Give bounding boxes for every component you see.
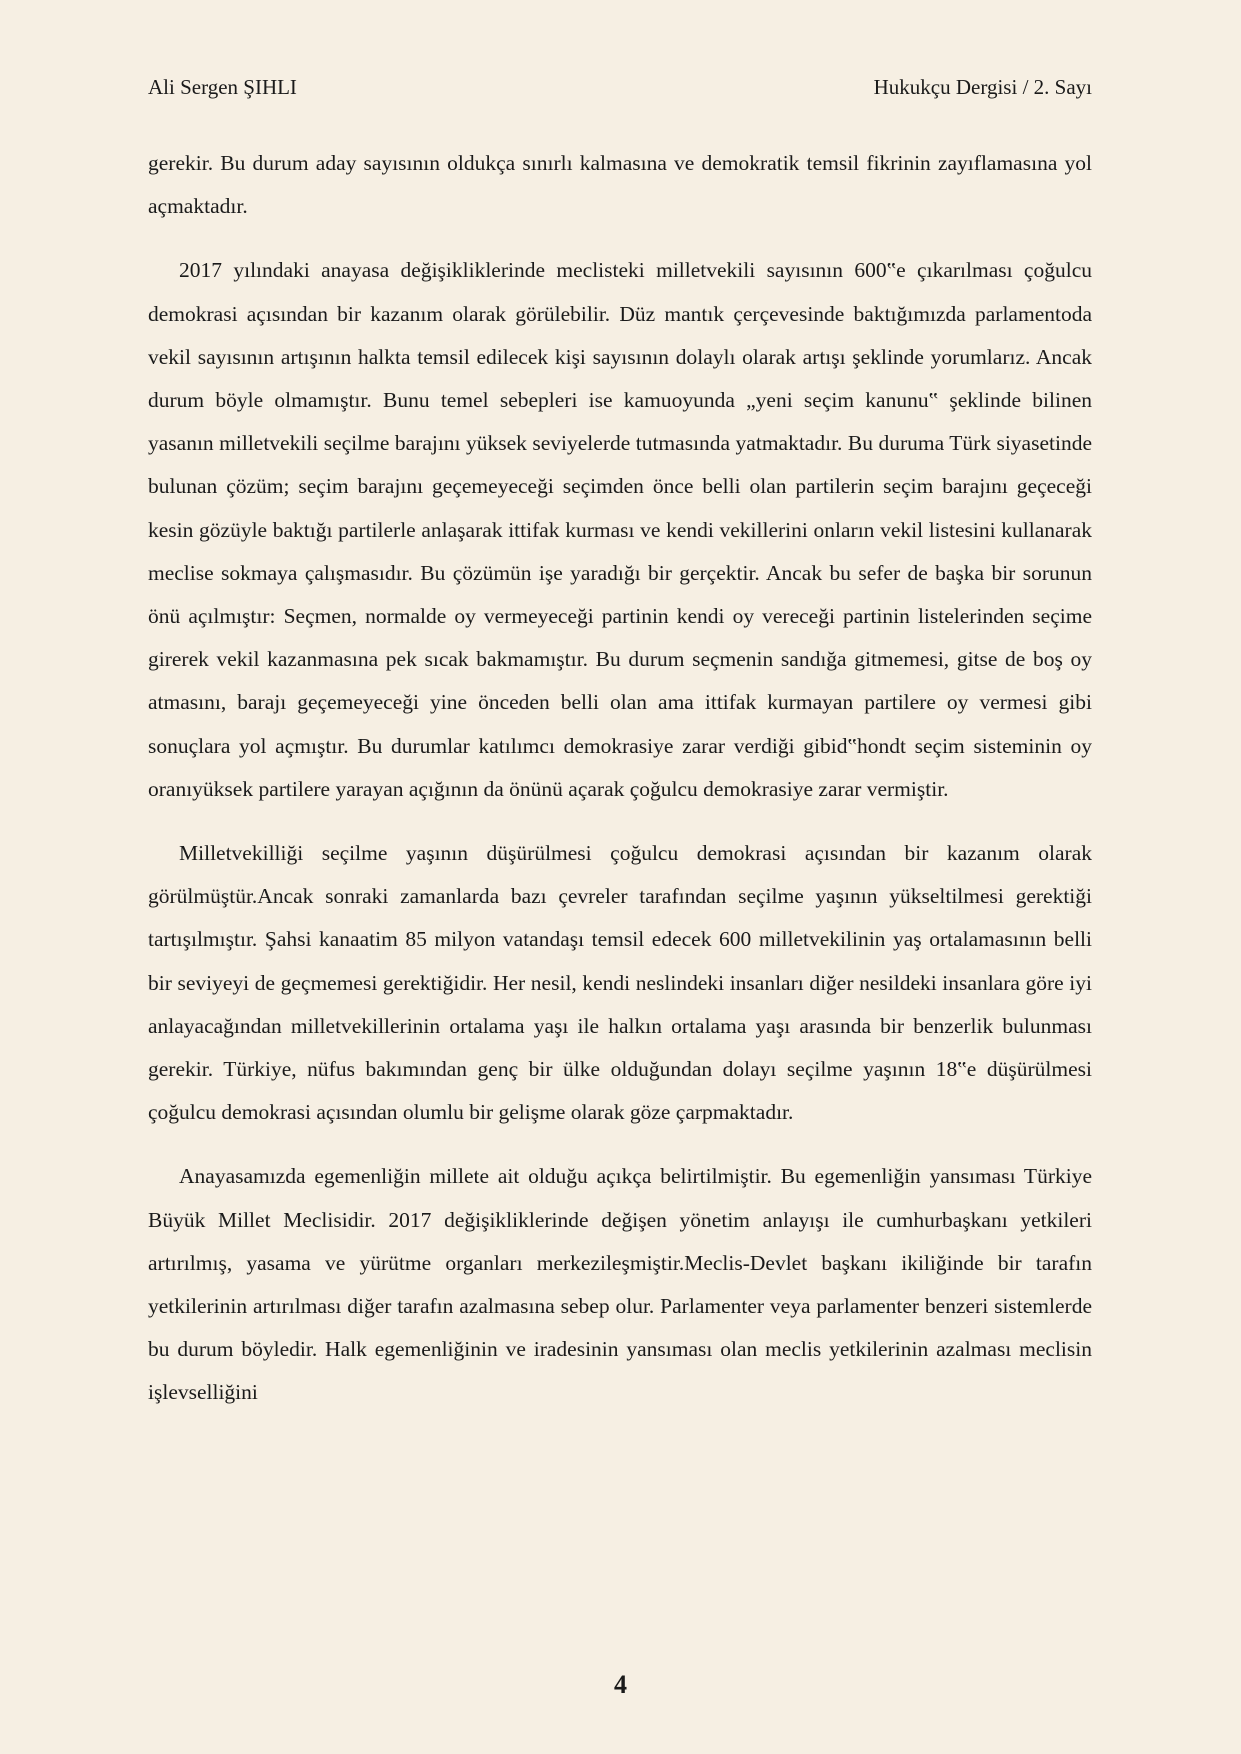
paragraph-2: 2017 yılındaki anayasa değişikliklerinde meclisteki milletvekili sayısının 600‟e çıkarılması çoğulcu demokrasi açısından bir kazanım olarak görülebilir. Düz mantık çerçevesinde baktığımızda parlamentoda vekil sayısının artışının halkta temsil edilecek kişi sayısının dolaylı olarak artışı şeklinde yorumlarız. Ancak durum böyle olmamıştır. Bunu temel sebepleri ise kamuoyunda „yeni seçim kanunu‟ şeklinde bilinen yasanın milletvekili seçilme barajını yüksek seviyelerde tutmasında yatmaktadır. Bu duruma Türk siyasetinde bulunan çözüm; seçim barajını geçemeyeceği seçimden önce belli olan partilerin seçim barajını geçeceği kesin gözüyle baktığı partilerle anlaşarak ittifak kurması ve kendi vekillerini onların vekil listesini kullanarak meclise sokmaya çalışmasıdır. Bu çözümün işe yaradığı bir gerçektir. Ancak bu sefer de başka bir sorunun önü açılmıştır: Seçmen, normalde oy vermeyeceği partinin kendi oy vereceği partinin listelerinden seçime girerek vekil kazanmasına pek sıcak bakmamıştır. Bu durum seçmenin sandığa gitmemesi, gitse de boş oy atmasını, barajı geçemeyeceği yine önceden belli olan ama ittifak kurmayan partilere oy vermesi gibi sonuçlara yol açmıştır. Bu durumlar katılımcı demokrasiye zarar verdiği gibid‟hondt seçim sisteminin oy oranıyüksek partilere yarayan açığının da önünü açarak çoğulcu demokrasiye zarar vermiştir. — [148, 258, 1092, 801]
running-header — [148, 74, 1092, 100]
page-number: 4 — [614, 1670, 627, 1699]
paragraph-4: Anayasamızda egemenliğin millete ait olduğu açıkça belirtilmiştir. Bu egemenliğin yansıması Türkiye Büyük Millet Meclisidir. 2017 değişikliklerinde değişen yönetim anlayışı ile cumhurbaşkanı yetkileri artırılmış, yasama ve yürütme organları merkezileşmiştir.Meclis-Devlet başkanı ikiliğinde bir tarafın yetkilerinin artırılması diğer tarafın azalmasına sebep olur. Parlamenter veya parlamenter benzeri sistemlerde bu durum böyledir. Halk egemenliğinin ve iradesinin yansıması olan meclis yetkilerinin azalması meclisin işlevselliğini — [148, 1164, 1092, 1405]
paragraph-3: Milletvekilliği seçilme yaşının düşürülmesi çoğulcu demokrasi açısından bir kazanım olarak görülmüştür.Ancak sonraki zamanlarda bazı çevreler tarafından seçilme yaşının yükseltilmesi gerektiği tartışılmıştır. Şahsi kanaatim 85 milyon vatandaşı temsil edecek 600 milletvekilinin yaş ortalamasının belli bir seviyeyi de geçmemesi gerektiğidir. Her nesil, kendi neslindeki insanları diğer nesildeki insanlara göre iyi anlayacağından milletvekillerinin ortalama yaşı ile halkın ortalama yaşı arasında bir benzerlik bulunması gerekir. Türkiye, nüfus bakımından genç bir ülke olduğundan dolayı seçilme yaşının 18‟e düşürülmesi çoğulcu demokrasi açısından olumlu bir gelişme olarak göze çarpmaktadır. — [148, 841, 1092, 1125]
paragraph-1: gerekir. Bu durum aday sayısının oldukça sınırlı kalmasına ve demokratik temsil fikrinin zayıflamasına yol açmaktadır. — [148, 151, 1092, 219]
header-journal: Hukukçu Dergisi / 2. Sayı — [873, 75, 1092, 99]
header-author: Ali Sergen ŞIHLI — [148, 75, 297, 99]
body-text — [148, 142, 1092, 1436]
